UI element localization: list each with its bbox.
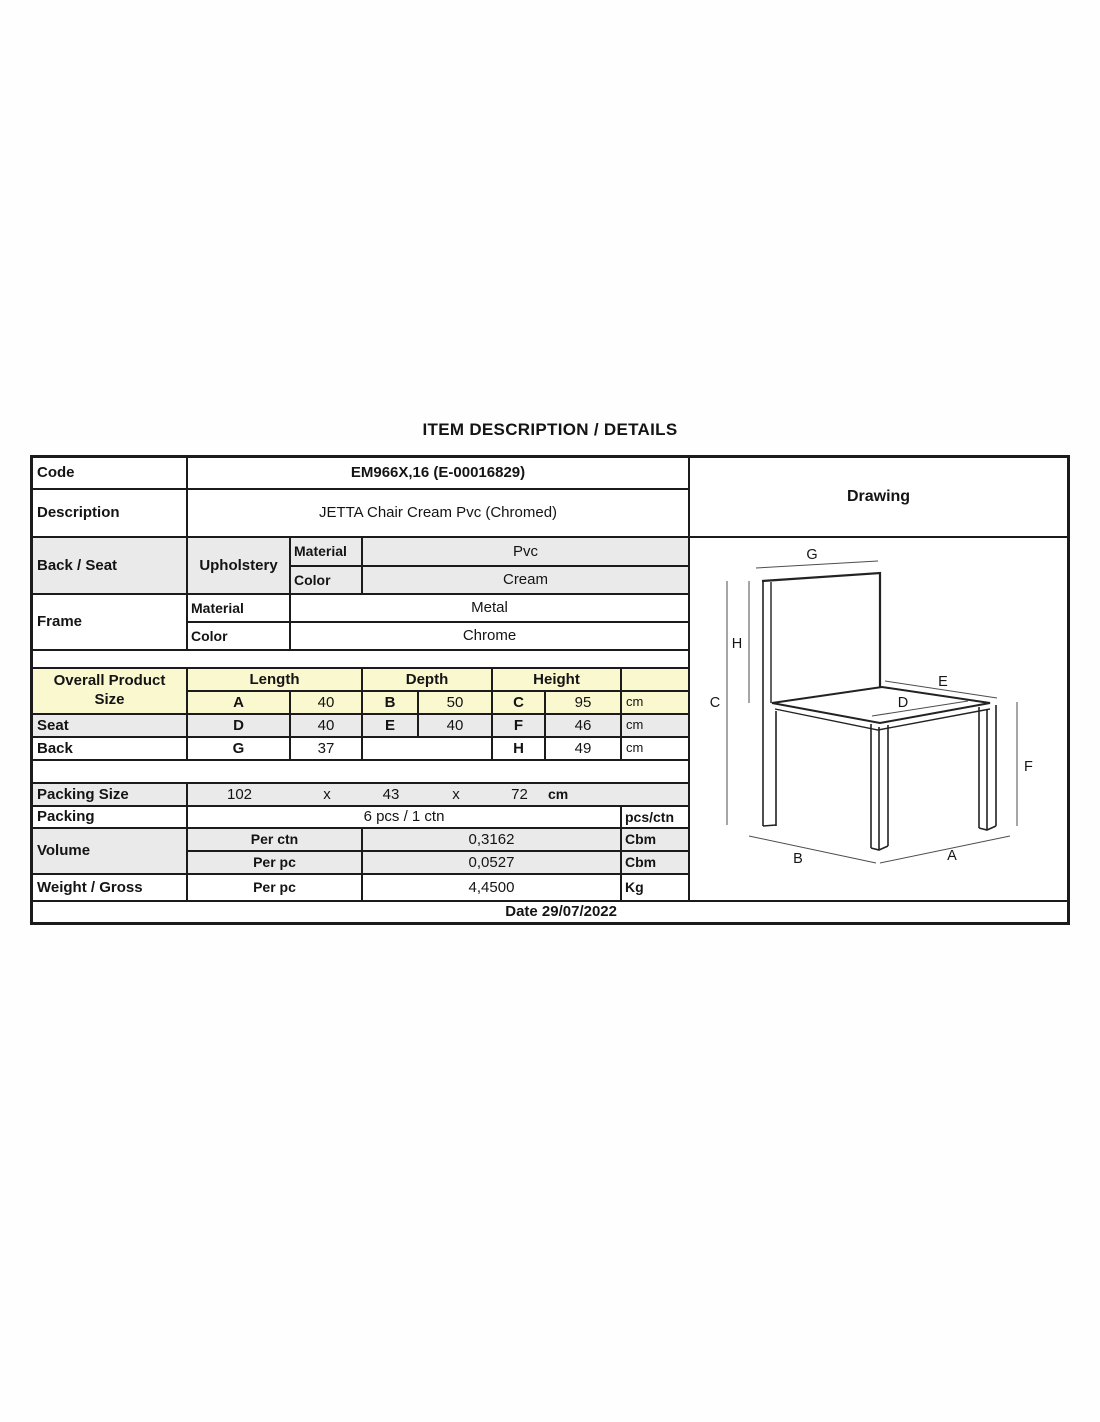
- back-label: Back: [33, 738, 186, 759]
- frame-material-label: Material: [188, 595, 289, 621]
- dim-label-a: A: [947, 848, 957, 864]
- chair-seat: [772, 687, 990, 730]
- packing-unit: pcs/ctn: [622, 807, 688, 827]
- back-length-value: 37: [291, 738, 361, 759]
- code-label: Code: [33, 458, 186, 488]
- packing-value: 6 pcs / 1 ctn: [188, 807, 620, 827]
- back-seat-label: Back / Seat: [33, 538, 186, 593]
- back-unit: cm: [622, 738, 688, 759]
- dim-label-e: E: [938, 674, 948, 690]
- weight-value: 4,4500: [363, 875, 620, 900]
- packing-size-depth: 43: [382, 785, 400, 803]
- packing-size-x1: x: [323, 785, 331, 803]
- dim-label-d: D: [897, 695, 909, 711]
- back-seat-material-value: Pvc: [363, 538, 688, 565]
- volume-per-pc-value: 0,0527: [363, 852, 620, 873]
- packing-size-values: [188, 784, 688, 805]
- seat-height-key: F: [493, 715, 544, 736]
- weight-label: Weight / Gross: [33, 875, 186, 900]
- spec-table: [30, 455, 1070, 925]
- back-height-key: H: [493, 738, 544, 759]
- volume-per-pc-unit: Cbm: [622, 852, 688, 873]
- back-height-value: 49: [546, 738, 620, 759]
- frame-color-value: Chrome: [291, 623, 688, 649]
- weight-unit: Kg: [622, 875, 688, 900]
- volume-per-ctn-value: 0,3162: [363, 829, 620, 850]
- spacer-row: [33, 761, 688, 782]
- overall-size-label-line1: Overall Product: [53, 672, 166, 690]
- seat-unit: cm: [622, 715, 688, 736]
- overall-size-label-line2: Size: [94, 691, 125, 708]
- seat-depth-value: 40: [419, 715, 491, 736]
- overall-depth-value: 50: [419, 692, 491, 713]
- frame-color-label: Color: [188, 623, 289, 649]
- chair-drawing: [690, 538, 1067, 900]
- length-header: Length: [188, 669, 361, 690]
- back-seat-color-value: Cream: [363, 567, 688, 593]
- packing-size-label: Packing Size: [33, 784, 186, 805]
- back-depth-empty: [363, 738, 491, 759]
- volume-per-ctn-unit: Cbm: [622, 829, 688, 850]
- overall-height-key: C: [493, 692, 544, 713]
- volume-label: Volume: [33, 829, 186, 873]
- weight-per-label: Per pc: [188, 875, 361, 900]
- overall-length-value: 40: [291, 692, 361, 713]
- overall-size-label: [33, 669, 186, 713]
- height-header: Height: [493, 669, 620, 690]
- seat-length-value: 40: [291, 715, 361, 736]
- frame-material-value: Metal: [291, 595, 688, 621]
- dim-label-c: C: [709, 695, 721, 711]
- packing-size-height: 72: [511, 785, 528, 803]
- volume-per-ctn-label: Per ctn: [188, 829, 361, 850]
- seat-label: Seat: [33, 715, 186, 736]
- date-row: Date 29/07/2022: [33, 902, 1067, 922]
- frame-label: Frame: [33, 595, 186, 649]
- drawing-header: Drawing: [690, 458, 1067, 536]
- packing-label: Packing: [33, 807, 186, 827]
- seat-depth-key: E: [363, 715, 417, 736]
- dim-label-h: H: [731, 636, 743, 652]
- packing-size-length: 102: [226, 785, 253, 803]
- header-unit-cell: [622, 669, 688, 690]
- overall-unit: cm: [622, 692, 688, 713]
- overall-depth-key: B: [363, 692, 417, 713]
- upholstery-label: Upholstery: [188, 538, 289, 593]
- packing-size-x2: x: [452, 785, 460, 803]
- volume-per-pc-label: Per pc: [188, 852, 361, 873]
- overall-length-key: A: [188, 692, 289, 713]
- back-seat-color-label: Color: [291, 567, 361, 593]
- depth-header: Depth: [363, 669, 491, 690]
- page-title: ITEM DESCRIPTION / DETAILS: [422, 420, 678, 439]
- dim-label-g: G: [806, 547, 818, 563]
- overall-height-value: 95: [546, 692, 620, 713]
- spacer-row: [33, 651, 688, 667]
- chair-legs: [763, 705, 996, 850]
- dim-label-f: F: [1024, 759, 1033, 775]
- chair-drawing-cell: [690, 538, 1067, 900]
- seat-length-key: D: [188, 715, 289, 736]
- dim-label-b: B: [793, 851, 803, 867]
- back-length-key: G: [188, 738, 289, 759]
- packing-size-unit: cm: [548, 786, 569, 803]
- description-value: JETTA Chair Cream Pvc (Chromed): [188, 490, 688, 536]
- seat-height-value: 46: [546, 715, 620, 736]
- back-seat-material-label: Material: [291, 538, 361, 565]
- description-label: Description: [33, 490, 186, 536]
- code-value: EM966X,16 (E-00016829): [188, 458, 688, 488]
